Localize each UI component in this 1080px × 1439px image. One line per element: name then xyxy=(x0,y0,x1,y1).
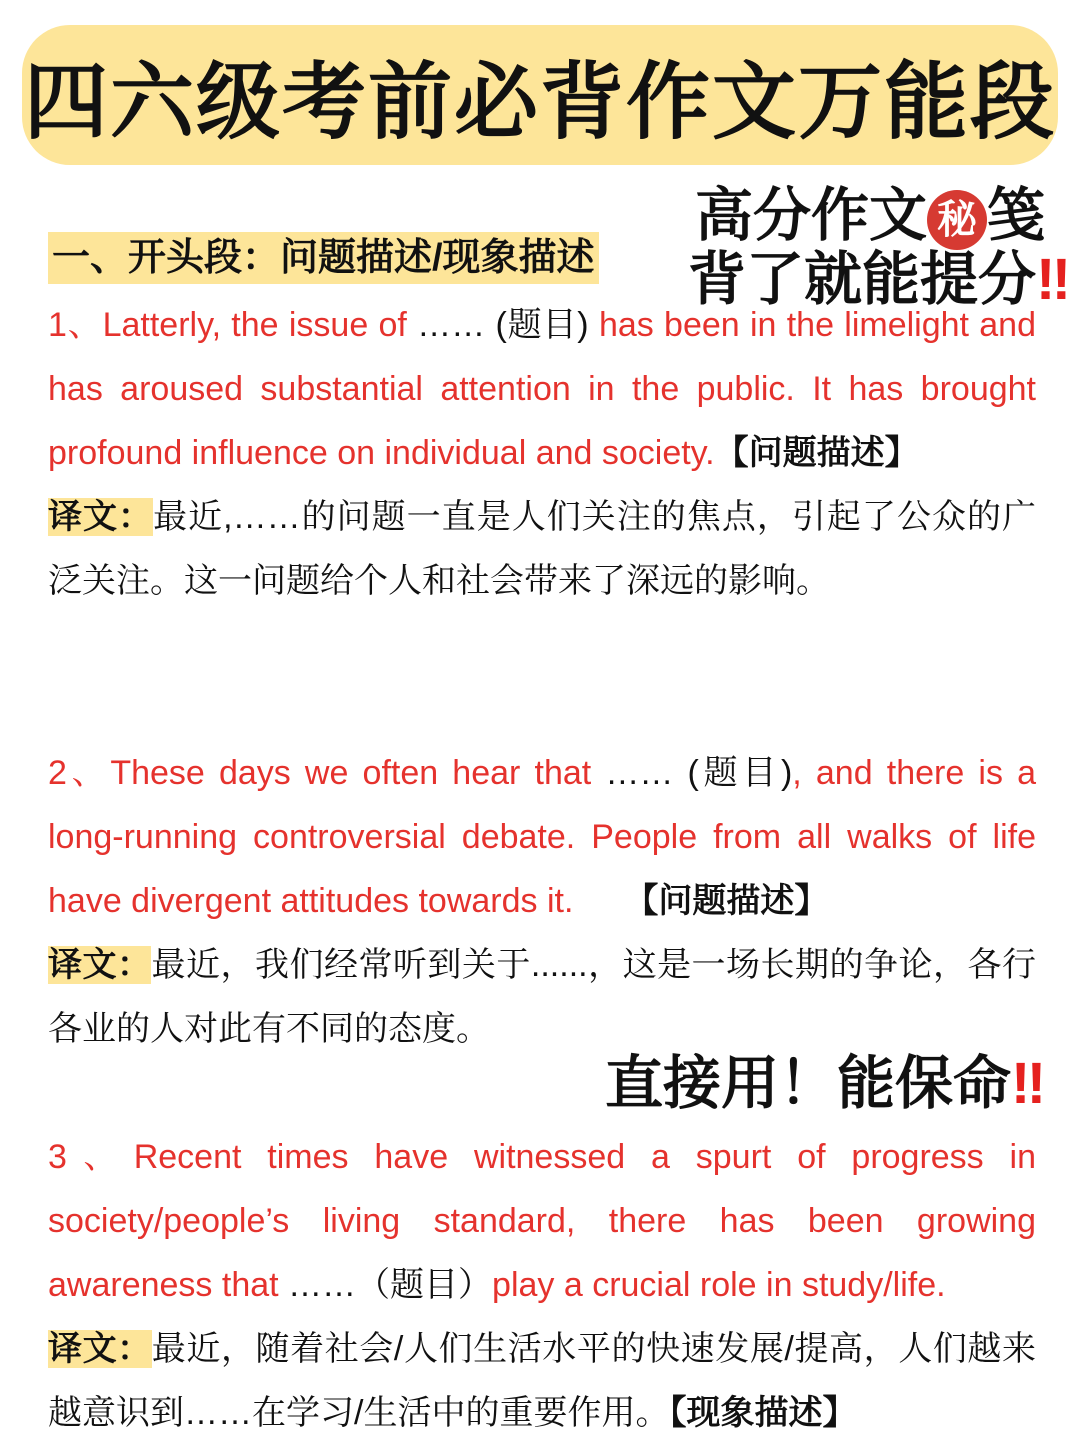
slogan-text: 背了就能提分 xyxy=(688,247,1037,312)
english-text: 3、Recent times have witnessed a spurt of progress in society/people’s living standard, there has been growing awareness that xyxy=(48,1138,1036,1304)
slogan-text: 直接用！能保命 xyxy=(605,1051,1012,1116)
slogan-line-3 xyxy=(605,1036,1046,1120)
english-text: has been in the limelight and has aroused substantial attention in the public. It has brought profound influence on individual and society. xyxy=(48,306,1037,472)
english-text: 2、These days we often hear that xyxy=(48,754,606,792)
english-text: , and there is a long-running controversial debate. People from all walks of life have divergent attitudes towards it. xyxy=(48,754,1037,920)
page-title: 四六级考前必背作文万能段 xyxy=(23,54,1056,149)
topic-blank: …… (题目) xyxy=(417,306,599,344)
translation-text: 最近,……的问题一直是人们关注的焦点，引起了公众的广泛关注。这一问题给个人和社会带来了深远的影响。 xyxy=(48,498,1037,600)
slogan-text: 笺 xyxy=(987,183,1046,248)
paragraph-3 xyxy=(48,1125,1036,1439)
english-text: play a crucial role in study/life. xyxy=(492,1266,946,1304)
paragraph-tag: 【问题描述】 xyxy=(573,882,829,920)
double-exclamation-icon: ‼ xyxy=(1011,1051,1047,1116)
paragraph-tag: 【现象描述】 xyxy=(669,1394,857,1432)
double-exclamation-icon: ‼ xyxy=(1036,247,1072,312)
paragraph-2 xyxy=(48,741,1036,1061)
topic-blank: …… (题目) xyxy=(605,754,793,792)
paragraph-1 xyxy=(48,293,1036,613)
translation-label: 译文： xyxy=(48,946,152,984)
translation-text: 最近，随着社会/人们生活水平的快速发展/提高，人们越来越意识到……在学习/生活中的重要作用。 xyxy=(48,1330,1037,1432)
translation-label: 译文： xyxy=(48,1330,152,1368)
secret-seal-icon: 秘 xyxy=(927,190,987,250)
translation-label: 译文： xyxy=(48,498,154,536)
paragraph-tag: 【问题描述】 xyxy=(714,434,919,472)
slogan-text: 高分作文 xyxy=(695,183,928,248)
title-banner xyxy=(22,25,1058,165)
topic-blank: ……（题目） xyxy=(288,1266,493,1304)
english-text: 1、Latterly, the issue of xyxy=(48,306,418,344)
section-heading: 一、开头段：问题描述/现象描述 xyxy=(48,232,599,284)
translation-text: 最近，我们经常听到关于......，这是一场长期的争论，各行各业的人对此有不同的态度。 xyxy=(48,946,1036,1048)
